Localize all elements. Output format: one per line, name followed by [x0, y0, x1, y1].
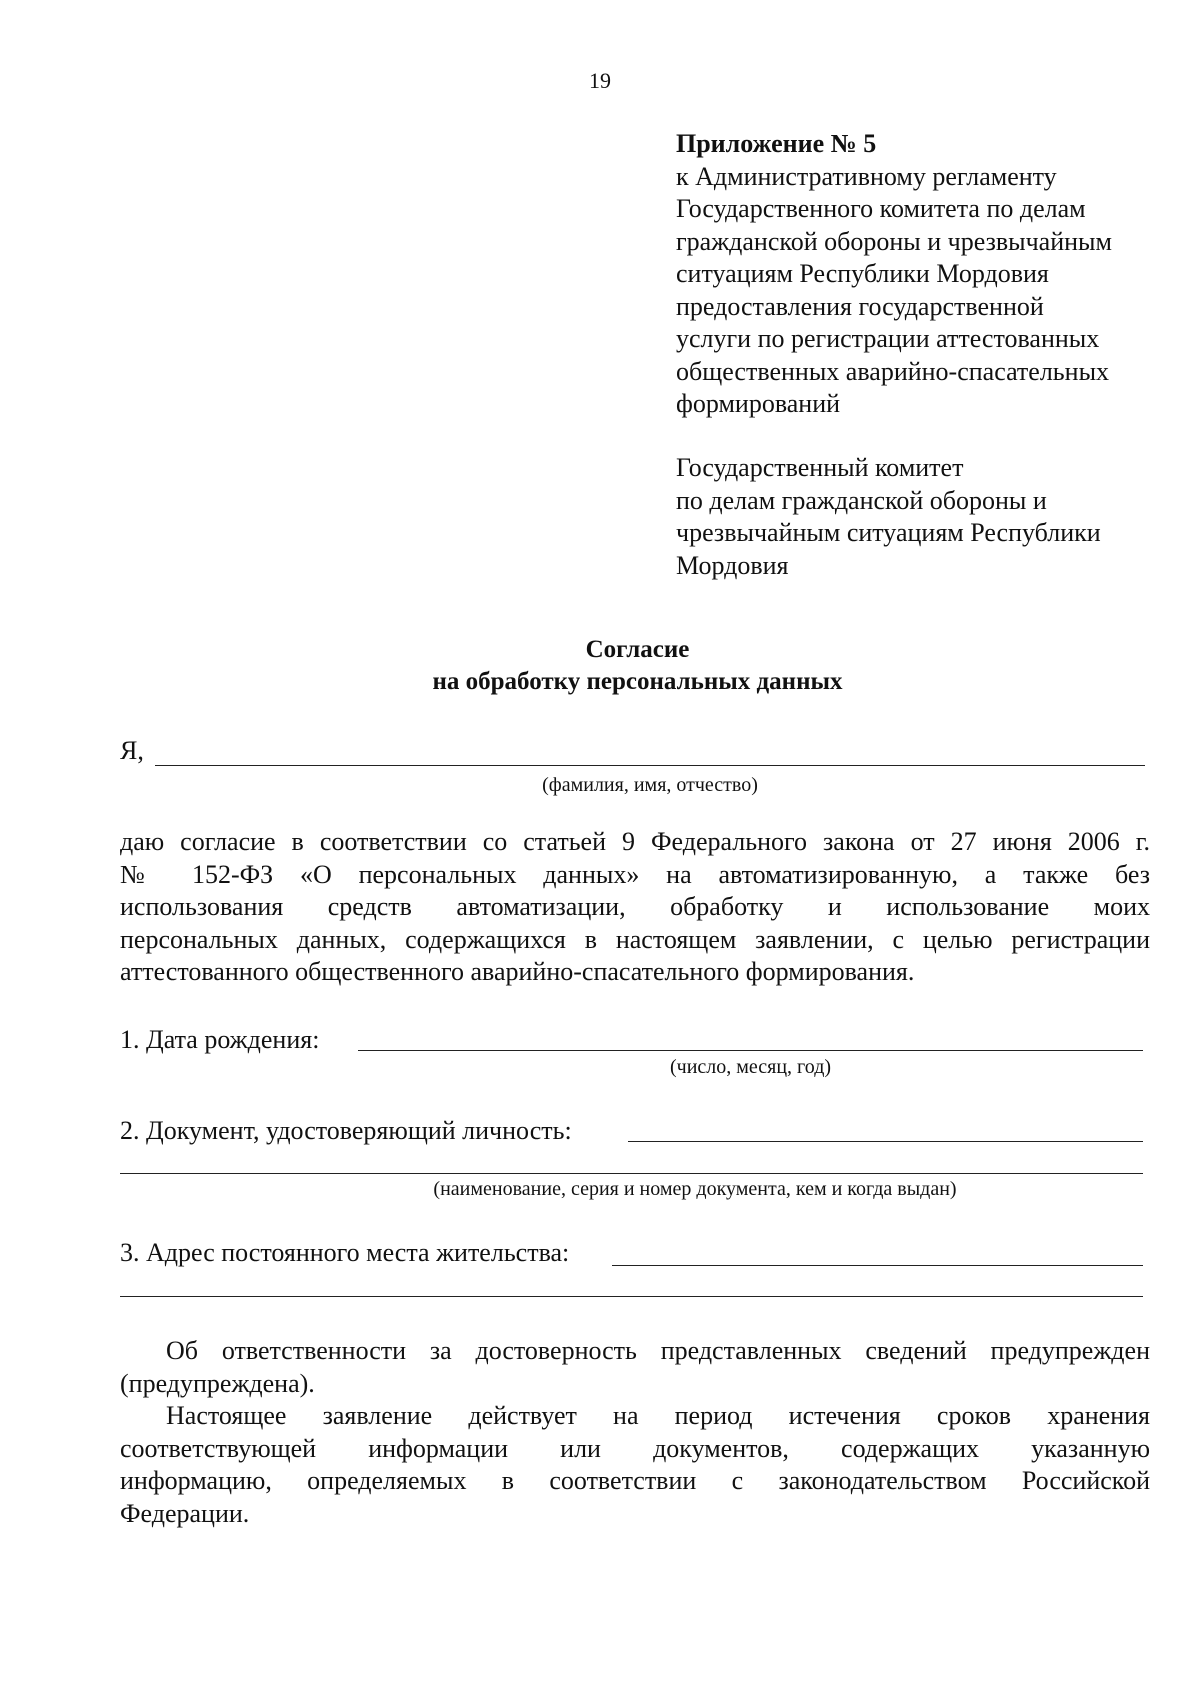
name-input-line[interactable]: [155, 765, 1145, 766]
validity-line: Настоящее заявление действует на период истечения сроков хранения: [166, 1401, 1150, 1430]
page-number: 19: [589, 68, 611, 93]
consent-paragraph: [120, 826, 1150, 989]
heading-subtitle: на обработку персональных данных: [432, 668, 843, 695]
appendix-line: услуги по регистрации аттестованных: [676, 324, 1100, 353]
identity-document-input-line[interactable]: [628, 1141, 1143, 1142]
responsibility-line: Об ответственности за достоверность представленных сведений предупрежден: [166, 1336, 1150, 1365]
recipient-line: Мордовия: [676, 550, 789, 580]
appendix-line: общественных аварийно-спасательных: [676, 356, 1110, 386]
appendix-line: к Административному регламенту: [676, 161, 1057, 191]
validity-line: соответствующей информации или документов, содержащих указанную: [120, 1433, 1150, 1463]
recipient-line: чрезвычайным ситуациям Республики: [676, 518, 1101, 547]
name-caption: (фамилия, имя, отчество): [542, 774, 758, 796]
recipient-line: Государственный комитет: [676, 453, 964, 482]
identity-document-label: 2. Документ, удостоверяющий личность:: [120, 1116, 572, 1145]
validity-paragraph: [120, 1400, 1150, 1530]
address-label: 3. Адрес постоянного места жительства:: [120, 1238, 570, 1267]
appendix-line: гражданской обороны и чрезвычайным: [676, 226, 1112, 256]
consent-line: персональных данных, содержащихся в настоящем заявлении, с целью регистрации: [120, 924, 1150, 954]
consent-line: даю согласие в соответствии со статьей 9 Федерального закона от 27 июня 2006 г.: [120, 827, 1150, 856]
document-heading: [0, 634, 1200, 698]
appendix-line: Государственного комитета по делам: [676, 194, 1086, 223]
responsibility-paragraph: [120, 1335, 1150, 1400]
responsibility-line: (предупреждена).: [120, 1368, 315, 1398]
appendix-title: Приложение № 5: [676, 129, 877, 158]
recipient-block: [676, 452, 1176, 582]
birth-date-label: 1. Дата рождения:: [120, 1025, 320, 1054]
name-label: Я,: [120, 736, 144, 765]
recipient-line: по делам гражданской обороны и: [676, 485, 1047, 515]
address-input-line[interactable]: [612, 1265, 1143, 1266]
consent-line: использования средств автоматизации, обработку и использование моих: [120, 892, 1150, 921]
identity-document-caption: (наименование, серия и номер документа, кем и когда выдан): [433, 1178, 957, 1200]
validity-line: Федерации.: [120, 1498, 250, 1528]
appendix-reference: [676, 128, 1176, 421]
consent-line: № 152-ФЗ «О персональных данных» на автоматизированную, а также без: [120, 859, 1150, 889]
appendix-line: формирований: [676, 389, 841, 418]
appendix-line: ситуациям Республики Мордовия: [676, 259, 1049, 288]
birth-date-caption: (число, месяц, год): [669, 1056, 832, 1078]
address-input-line-2[interactable]: [120, 1296, 1143, 1297]
consent-line: аттестованного общественного аварийно-спасательного формирования.: [120, 957, 915, 986]
heading-title: Согласие: [585, 636, 690, 663]
appendix-line: предоставления государственной: [676, 291, 1044, 321]
validity-line: информацию, определяемых в соответствии с законодательством Российской: [120, 1466, 1150, 1495]
birth-date-input-line[interactable]: [358, 1050, 1143, 1051]
identity-document-input-line-2[interactable]: [120, 1173, 1143, 1174]
